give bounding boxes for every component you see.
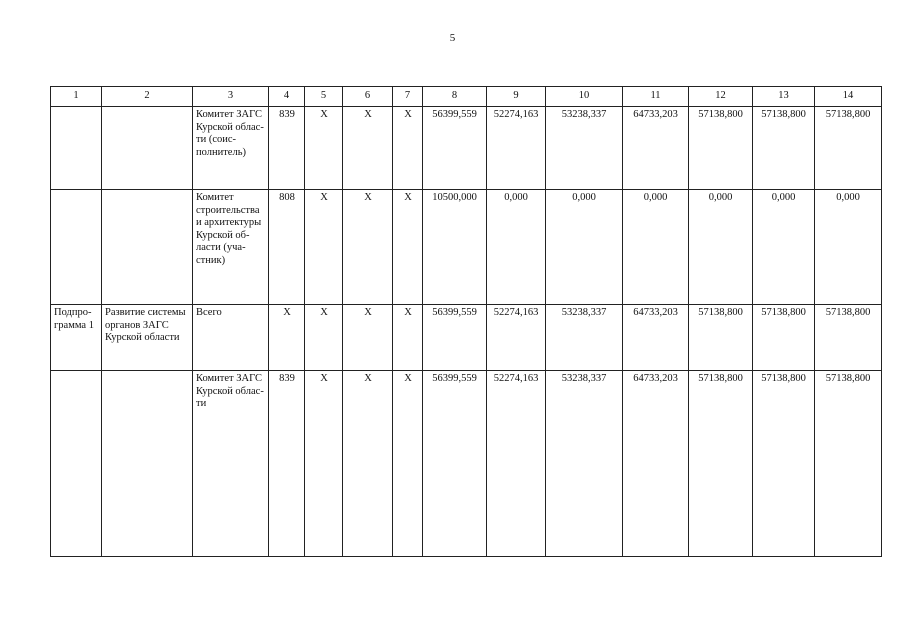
program-cell	[51, 190, 102, 305]
value-cell: 57138,800	[689, 305, 753, 371]
value-cell: 53238,337	[546, 107, 623, 190]
x-cell: X	[343, 305, 393, 371]
header-cell: 2	[102, 87, 193, 107]
program-cell	[51, 371, 102, 557]
header-cell: 1	[51, 87, 102, 107]
value-cell: 52274,163	[487, 371, 546, 557]
x-cell: X	[393, 190, 423, 305]
value-cell: 57138,800	[815, 371, 882, 557]
header-cell: 14	[815, 87, 882, 107]
table-row	[51, 107, 882, 190]
header-cell: 11	[623, 87, 689, 107]
value-cell: 0,000	[753, 190, 815, 305]
value-cell: 0,000	[487, 190, 546, 305]
table-row	[51, 371, 882, 557]
value-cell: 64733,203	[623, 305, 689, 371]
executor-cell: Комитет строительства и архитектуры Курской области (участник)	[193, 190, 269, 305]
x-cell: X	[305, 107, 343, 190]
value-cell: 53238,337	[546, 371, 623, 557]
value-cell: 57138,800	[753, 371, 815, 557]
grbs-cell: 839	[269, 371, 305, 557]
x-cell: X	[305, 305, 343, 371]
executor-cell: Комитет ЗАГС Курской области (соисполнитель)	[193, 107, 269, 190]
header-cell: 10	[546, 87, 623, 107]
table-row	[51, 190, 882, 305]
value-cell: 52274,163	[487, 107, 546, 190]
x-cell: X	[343, 190, 393, 305]
budget-table	[50, 86, 882, 557]
header-cell: 13	[753, 87, 815, 107]
value-cell: 57138,800	[753, 305, 815, 371]
value-cell: 64733,203	[623, 371, 689, 557]
value-cell: 0,000	[623, 190, 689, 305]
x-cell: X	[305, 371, 343, 557]
header-cell: 3	[193, 87, 269, 107]
header-row	[51, 87, 882, 107]
header-cell: 6	[343, 87, 393, 107]
header-cell: 4	[269, 87, 305, 107]
header-cell: 8	[423, 87, 487, 107]
name-cell	[102, 107, 193, 190]
x-cell: X	[393, 107, 423, 190]
value-cell: 57138,800	[753, 107, 815, 190]
x-cell: X	[393, 305, 423, 371]
grbs-cell: X	[269, 305, 305, 371]
value-cell: 64733,203	[623, 107, 689, 190]
value-cell: 56399,559	[423, 107, 487, 190]
table-row	[51, 305, 882, 371]
name-cell: Развитие системы органов ЗАГС Курской области	[102, 305, 193, 371]
header-cell: 5	[305, 87, 343, 107]
header-cell: 9	[487, 87, 546, 107]
executor-cell: Комитет ЗАГС Курской области	[193, 371, 269, 557]
x-cell: X	[343, 107, 393, 190]
grbs-cell: 808	[269, 190, 305, 305]
name-cell	[102, 371, 193, 557]
x-cell: X	[393, 371, 423, 557]
page-number: 5	[449, 32, 456, 44]
header-cell: 7	[393, 87, 423, 107]
value-cell: 10500,000	[423, 190, 487, 305]
value-cell: 0,000	[546, 190, 623, 305]
program-cell: Подпрограмма 1	[51, 305, 102, 371]
value-cell: 56399,559	[423, 371, 487, 557]
value-cell: 56399,559	[423, 305, 487, 371]
value-cell: 52274,163	[487, 305, 546, 371]
header-cell: 12	[689, 87, 753, 107]
value-cell: 57138,800	[815, 305, 882, 371]
value-cell: 53238,337	[546, 305, 623, 371]
value-cell: 0,000	[815, 190, 882, 305]
value-cell: 0,000	[689, 190, 753, 305]
value-cell: 57138,800	[689, 107, 753, 190]
value-cell: 57138,800	[689, 371, 753, 557]
grbs-cell: 839	[269, 107, 305, 190]
x-cell: X	[305, 190, 343, 305]
value-cell: 57138,800	[815, 107, 882, 190]
name-cell	[102, 190, 193, 305]
x-cell: X	[343, 371, 393, 557]
executor-cell: Всего	[193, 305, 269, 371]
program-cell	[51, 107, 102, 190]
